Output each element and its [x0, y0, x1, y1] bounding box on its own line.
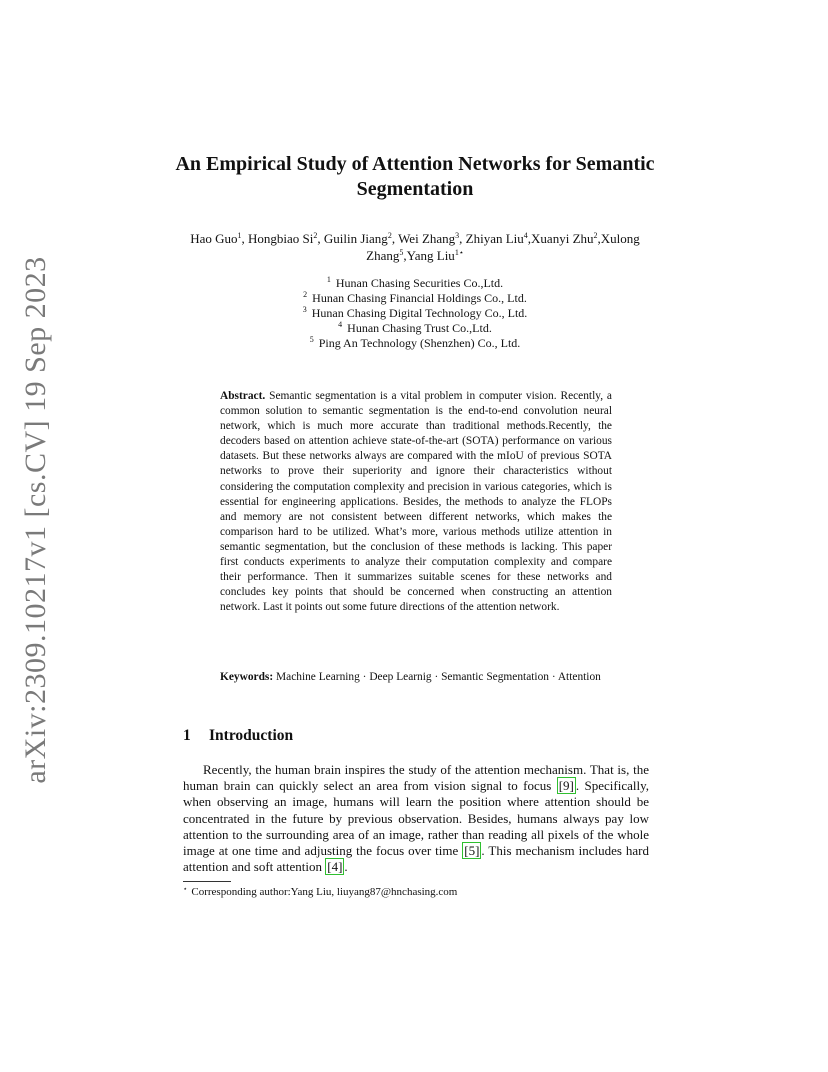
section-title: Introduction	[209, 727, 294, 744]
keywords	[220, 670, 612, 685]
footnote-divider	[183, 881, 231, 882]
affiliation: $^2$ Hunan Chasing Financial Holdings Co., Ltd.	[303, 290, 527, 305]
abstract	[220, 389, 612, 615]
citation-link[interactable]: [4]	[327, 859, 343, 875]
author: Zhiyan Liu$^4$,	[465, 231, 532, 246]
citation-link[interactable]: [5]	[464, 843, 480, 859]
author: Hongbiao Si$^2$,	[248, 231, 324, 246]
affiliation: $^1$ Hunan Chasing Securities Co.,Ltd.	[326, 275, 504, 290]
footnote-text: Corresponding author:Yang Liu, liuyang87@hnchasing.com	[191, 886, 458, 898]
author: Hao Guo$^1$,	[190, 231, 249, 246]
affiliation: $^4$ Hunan Chasing Trust Co.,Ltd.	[338, 320, 492, 335]
citation-link[interactable]: [9]	[558, 778, 574, 794]
arxiv-identifier: arXiv:2309.10217v1 [cs.CV] 19 Sep 2023	[19, 256, 52, 784]
paper-title: An Empirical Study of Attention Networks for Semantic Segmentation	[175, 153, 655, 200]
affiliation: $^5$ Ping An Technology (Shenzhen) Co., Ltd.	[309, 335, 521, 350]
footnote	[183, 885, 457, 899]
abstract-text: Semantic segmentation is a vital problem in computer vision. Recently, a common solution to semantic segmentation is the end-to-end convolution neural network, which is much more accurate than traditional methods.Recently, the decoders based on attention achieve state-of-the-art (SOTA) performance on various datasets. But these networks always are compared with the mIoU of previous SOTA networks to prove their superiority and ignore their characteristics without considering the computation complexity and precision in various categories, which is essential for engineering applications. Besides, the methods to analyze the FLOPs and memory are not consistent between different networks, which makes the comparison hard to be utilized. What’s more, various methods utilize attention in semantic segmentation, but the conclusion of these methods is lacking. This paper first conducts experiments to analyze their computation complexity and compare their performance. Then it summarizes suitable scenes for these networks and concludes key points that should be concerned when constructing an attention network. Last it points out some future directions of the attention network.	[220, 390, 612, 614]
author: Xuanyi Zhu$^2$,	[531, 231, 601, 246]
author: Xulong Zhang$^5$,	[366, 231, 640, 263]
author: Yang Liu$^{1⋆}$	[406, 248, 464, 263]
section-heading	[183, 727, 293, 745]
author: Guilin Jiang$^2$,	[323, 231, 399, 246]
affiliation-list	[200, 276, 630, 351]
affiliation: $^3$ Hunan Chasing Digital Technology Co., Ltd.	[302, 305, 528, 320]
footnote-mark: ⋆	[183, 885, 188, 893]
keywords-label: Keywords:	[220, 671, 274, 683]
abstract-label: Abstract.	[220, 390, 266, 402]
introduction-paragraph: Recently, the human brain inspires the study of the attention mechanism. That is, the human brain can quickly select an area from vision signal to focus [9] . Specifically, when observing an image, humans will learn the position where attention should be concentrated in the future by previous observation. Besides, humans always pay low attention to the surrounding area of an image, rather than reading all pixels of the whole image at one time and adjusting the focus over time [5] . This mechanism includes hard attention and soft attention [4] .	[183, 762, 649, 875]
author-list	[180, 230, 650, 264]
keywords-text: Machine Learning · Deep Learnig · Semantic Segmentation · Attention	[276, 671, 601, 683]
section-number: 1	[183, 727, 191, 744]
author: Wei Zhang$^3$,	[398, 231, 466, 246]
